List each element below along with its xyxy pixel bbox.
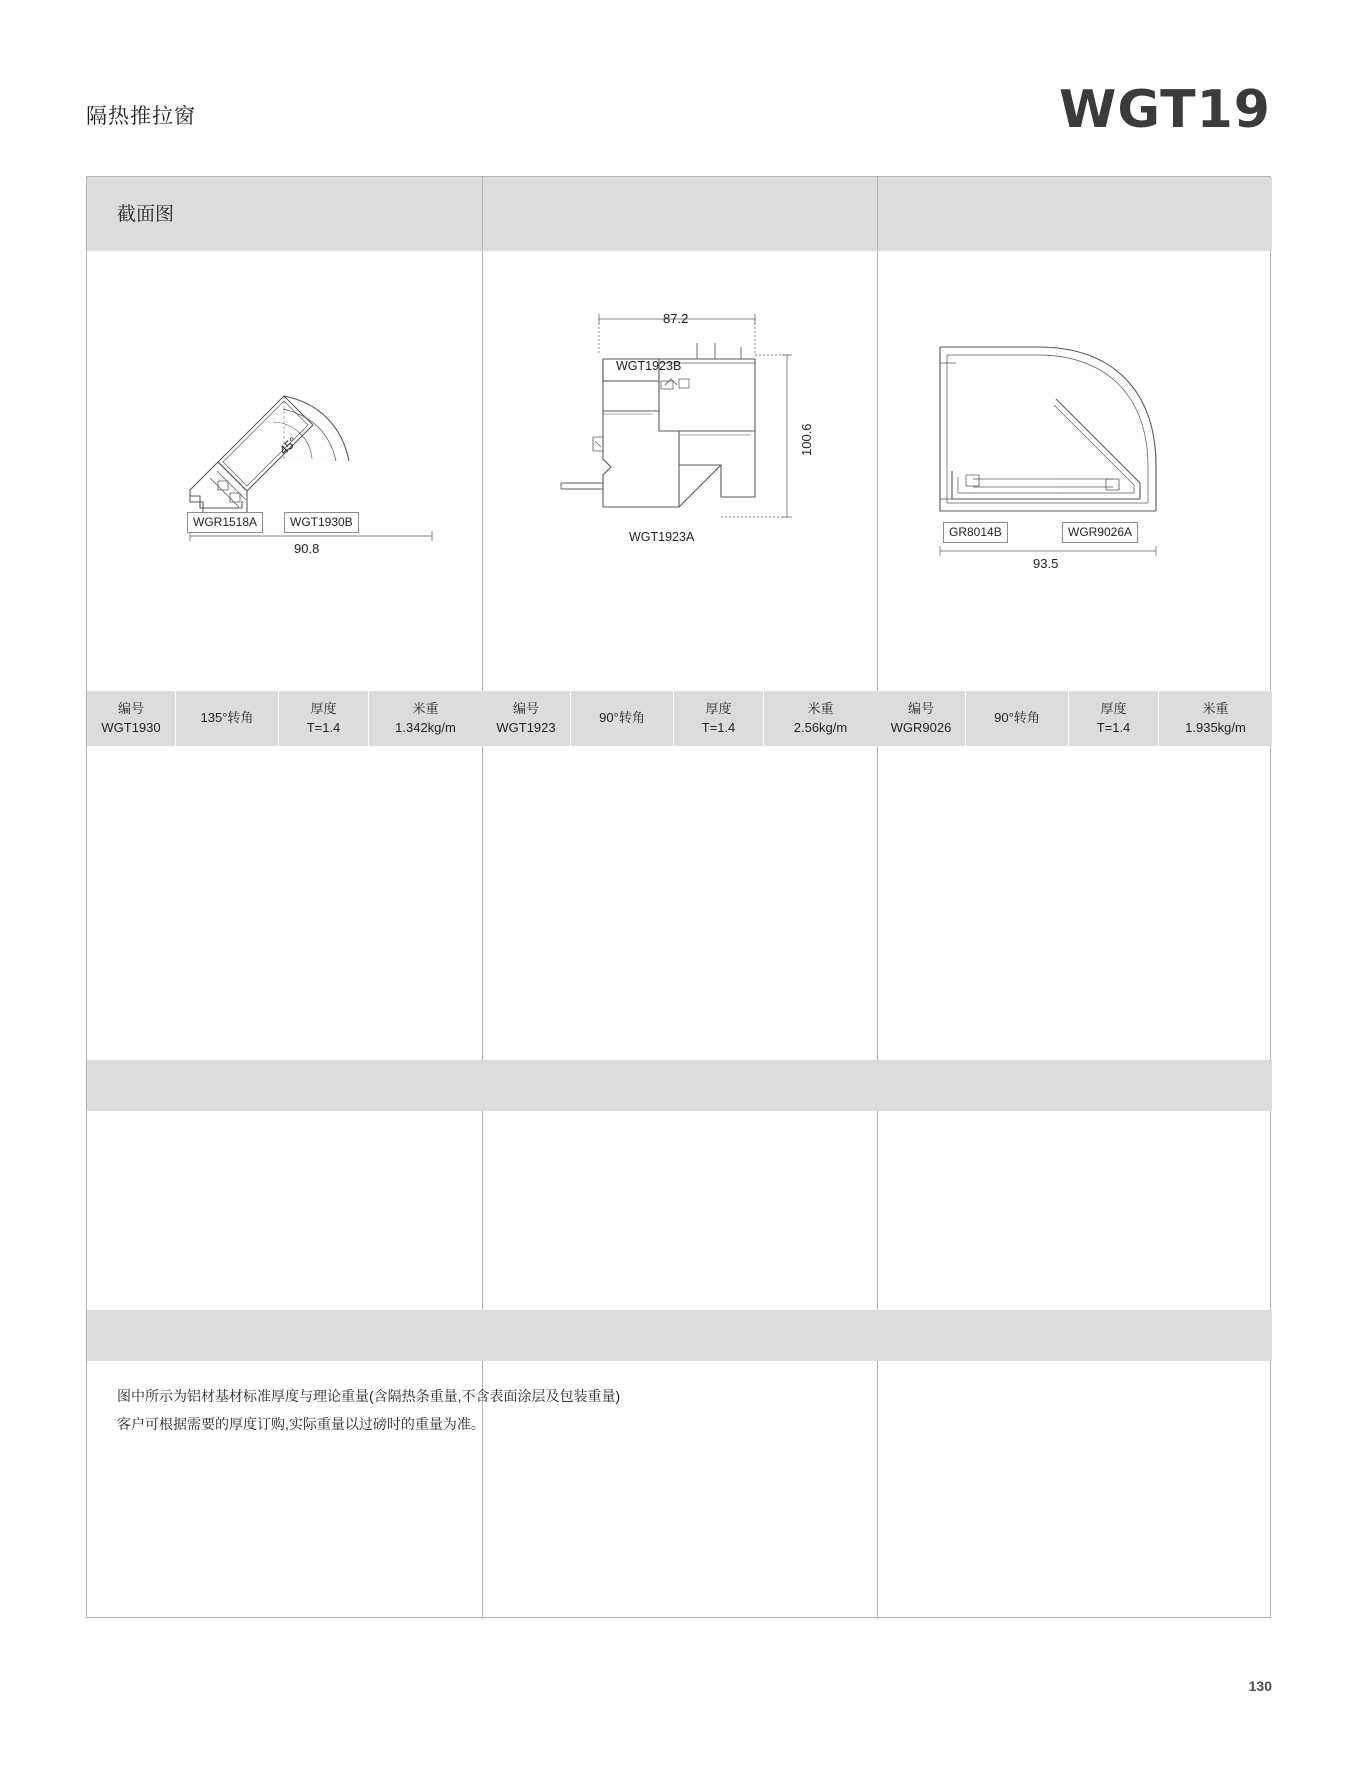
spec-cell-code [87,691,175,746]
spec-cell-thickness [673,691,763,746]
spec-thickness-value: T=1.4 [1096,719,1131,735]
spec-code-header: 编号 [117,700,144,716]
spec-cell-weight [763,691,877,746]
part-label-wgt1923b: WGT1923B [616,359,682,373]
spec-code-header: 编号 [907,700,934,716]
dimension-width-90-8: 90.8 [294,541,320,556]
spec-cell-type [175,691,278,746]
footnote [117,1382,620,1438]
spec-thickness-header: 厚度 [1100,700,1127,716]
spec-thickness-header: 厚度 [705,700,732,716]
spec-cell-thickness [278,691,368,746]
spec-cell-code [877,691,965,746]
page-header [86,80,1271,148]
spec-code-value: WGT1930 [101,719,161,735]
spec-code-value: WGT1923 [496,719,556,735]
section-title: 截面图 [117,204,175,225]
spec-cell-thickness [1068,691,1158,746]
angle-label-45: 45° [276,434,301,458]
spec-cell-type [965,691,1068,746]
spec-weight-value: 1.935kg/m [1185,719,1246,735]
spec-thickness-value: T=1.4 [306,719,341,735]
section-header-band [87,177,1272,251]
drawing-wgr9026 [878,251,1272,691]
separator-band-2 [87,1310,1272,1361]
dimension-width-93-5: 93.5 [1033,556,1059,571]
spec-weight-header: 米重 [1202,700,1229,716]
spec-cell-type [570,691,673,746]
spec-type-value: 90°转角 [994,710,1040,726]
drawing-wgt1930 [87,251,482,691]
spec-code-header: 编号 [512,700,539,716]
footnote-line-2: 客户可根据需要的厚度订购,实际重量以过磅时的重量为准。 [117,1416,485,1432]
spec-cell-weight [368,691,482,746]
drawing-wgt1923 [483,251,877,691]
dimension-side-100-6: 100.6 [799,423,814,456]
page-title: 隔热推拉窗 [86,105,196,128]
part-label-wgt1930b: WGT1930B [284,512,359,533]
spec-group-wgt1930 [87,691,482,746]
separator-band-1 [87,1060,1272,1111]
spec-thickness-value: T=1.4 [701,719,736,735]
part-label-wgr1518a: WGR1518A [187,512,263,533]
footnote-line-1: 图中所示为铝材基材标准厚度与理论重量(含隔热条重量,不含表面涂层及包装重量) [117,1388,621,1404]
part-label-gr8014b: GR8014B [943,522,1008,543]
spec-cell-weight [1158,691,1272,746]
spec-type-value: 135°转角 [200,710,254,726]
spec-cell-code [482,691,570,746]
part-label-wgt1923a: WGT1923A [629,530,695,544]
dimension-top-87-2: 87.2 [663,311,689,326]
spec-weight-header: 米重 [412,700,439,716]
spec-table-row [87,691,1272,746]
spec-group-wgt1923 [482,691,877,746]
page-number: 130 [1248,1678,1272,1694]
spec-weight-value: 1.342kg/m [395,719,456,735]
content-frame [86,176,1271,1618]
spec-thickness-header: 厚度 [310,700,337,716]
spec-weight-header: 米重 [807,700,834,716]
series-code: WGT19 [1059,80,1271,140]
part-label-wgr9026a: WGR9026A [1062,522,1138,543]
spec-group-wgr9026 [877,691,1272,746]
spec-weight-value: 2.56kg/m [793,719,848,735]
spec-type-value: 90°转角 [599,710,645,726]
spec-code-value: WGR9026 [890,719,952,735]
